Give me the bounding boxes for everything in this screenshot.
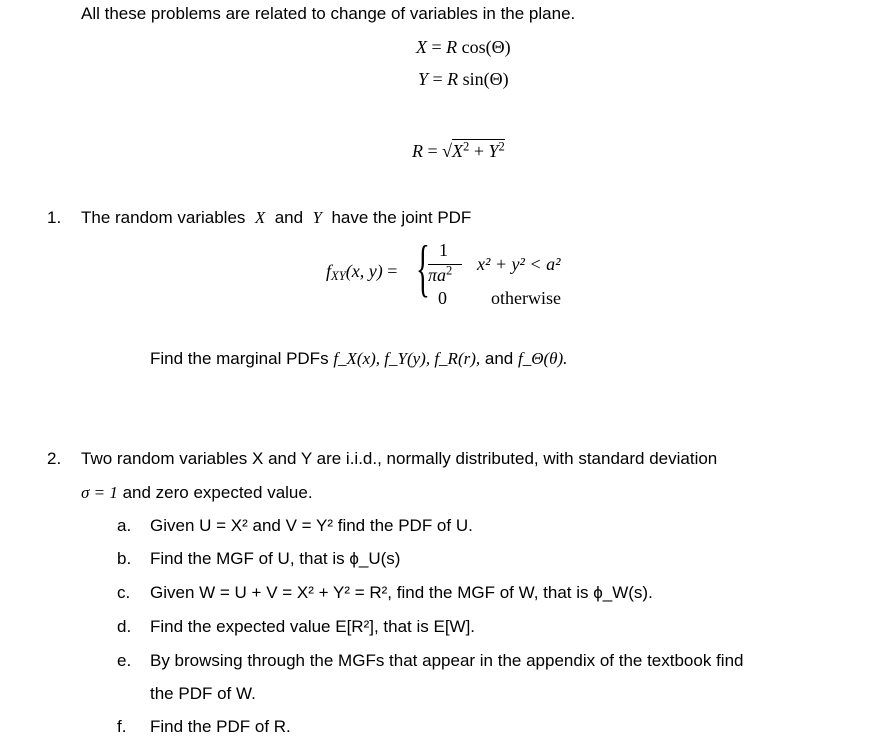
- item-c-text: Given W = U + V = X² + Y² = R², find the MGF of W, that is ϕ_W(s).: [150, 583, 653, 602]
- eq-y-r: R: [447, 69, 459, 89]
- problem1-statement: The random variables X and Y have the joint PDF: [81, 208, 472, 227]
- intro-text: All these problems are related to change of variables in the plane.: [81, 4, 576, 23]
- problem2-line2: σ = 1 and zero expected value.: [81, 483, 313, 502]
- item-e-text-cont: the PDF of W.: [150, 684, 256, 703]
- case2-value: 0: [438, 288, 447, 308]
- item-e-letter: e.: [117, 651, 132, 670]
- case2-condition: otherwise: [491, 288, 561, 308]
- item-c-letter: c.: [117, 583, 131, 602]
- item-f-text: Find the PDF of R.: [150, 717, 291, 736]
- problem1-find: Find the marginal PDFs f_X(x), f_Y(y), f_R(r), and f_Θ(θ).: [150, 349, 568, 368]
- sqrt-sign: √: [442, 141, 453, 161]
- eq-r-equals: =: [427, 141, 438, 161]
- fraction-denominator: $\pi a^2$: [428, 263, 453, 285]
- eq-r-lhs: R: [412, 141, 423, 161]
- equation-x-definition: [416, 37, 511, 58]
- item-b-text: Find the MGF of U, that is ϕ_U(s): [150, 549, 401, 568]
- sqrt-radicand: $X^2 + Y^2$: [452, 139, 505, 161]
- pdf-lhs: $f_{XY}(x$, y) =: [326, 261, 398, 284]
- left-brace: {: [416, 232, 430, 303]
- equation-y-definition: [418, 69, 509, 90]
- eq-y-equals: =: [432, 69, 443, 89]
- item-a-letter: a.: [117, 516, 132, 535]
- item-d-text: Find the expected value E[R²], that is E[W].: [150, 617, 476, 636]
- eq-x-lhs: X: [416, 37, 427, 57]
- problem2-number: 2.: [47, 449, 62, 468]
- eq-x-r: R: [446, 37, 458, 57]
- problem2-line1: Two random variables X and Y are i.i.d., normally distributed, with standard deviation: [81, 449, 718, 468]
- fraction-numerator: 1: [439, 240, 448, 260]
- equation-r-definition: [412, 141, 505, 162]
- item-f-letter: f.: [117, 717, 127, 736]
- eq-y-fn: sin(Θ): [462, 69, 509, 89]
- case1-condition: x² + y² < a²: [477, 254, 561, 274]
- item-b-letter: b.: [117, 549, 132, 568]
- item-d-letter: d.: [117, 617, 132, 636]
- item-e-text: By browsing through the MGFs that appear in the appendix of the textbook find: [150, 651, 744, 670]
- eq-y-lhs: Y: [418, 69, 429, 89]
- item-a-text: Given U = X² and V = Y² find the PDF of U.: [150, 516, 473, 535]
- eq-x-fn: cos(Θ): [461, 37, 511, 57]
- eq-x-equals: =: [431, 37, 442, 57]
- problem1-number: 1.: [47, 208, 62, 227]
